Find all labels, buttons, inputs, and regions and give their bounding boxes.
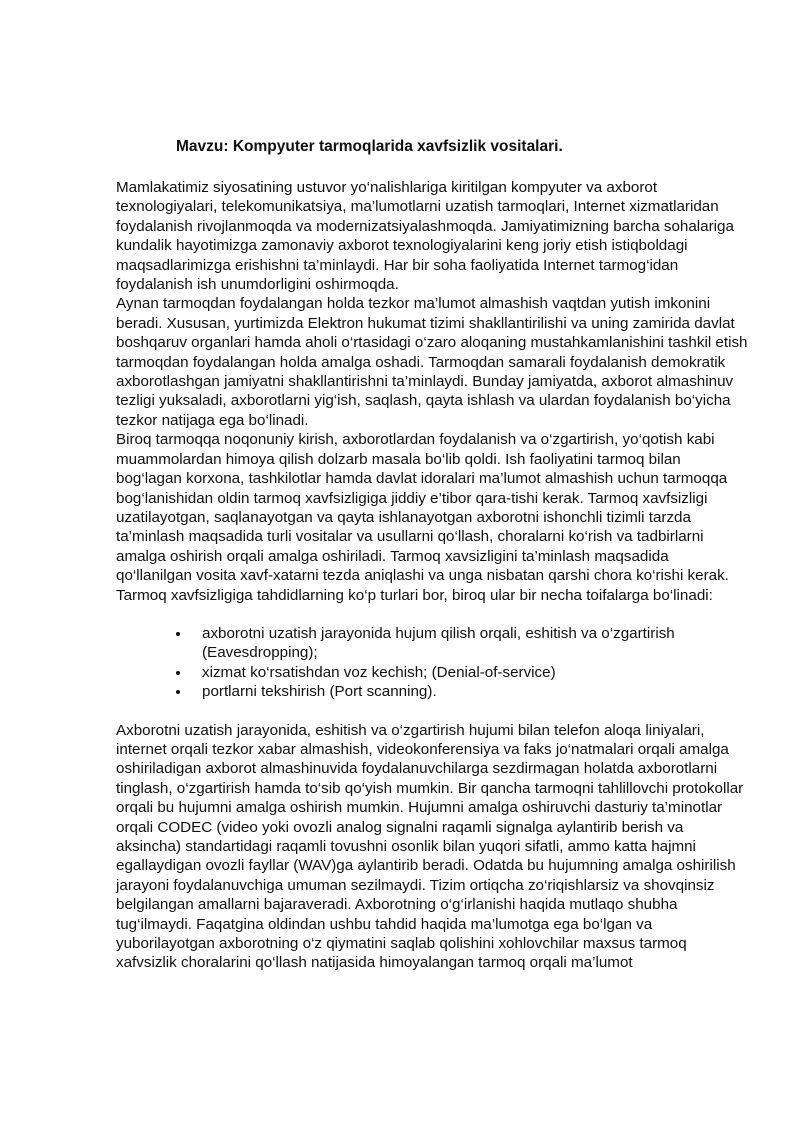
list-item-text: portlarni tekshirish (Port scanning). (202, 683, 437, 701)
paragraph-intro: Mamlakatimiz siyosatining ustuvor yo‘nalishlariga kiritilgan kompyuter va axborot texnologiyalari, telekomunikatsiya, ma’lumotlarni uzatish tarmoqlari, Internet xizmatlaridan foydalanish rivojlanmoqda va modernizatsiyalashmoqda. Jamiyatimizning barcha sohalariga kundalik hayotimizga zamonaviy axborot texnologiyalarini keng joriy etish istiqboldagi maqsadlarimizga erishishni ta’minlaydi. Har bir soha faoliyatida Internet tarmog‘idan foydalanish ish unumdorligini oshirmoqda. (116, 179, 734, 294)
bullet-dot-icon (176, 632, 180, 636)
paragraph-network-exchange: Aynan tarmoqdan foydalangan holda tezkor ma’lumot almashish vaqtdan yutish imkonini beradi. Xususan, yurtimizda Elektron hukumat tizimi shakllantirilishi va uning zamirida davlat boshqaruv organlari hamda aholi o‘rtasidagi o‘zaro aloqaning mustahkamlanishini tashkil etish tarmoqdan foydalangan holda amalga oshadi. Tarmoqdan samarali foydalanish demokratik axborotlashgan jamiyatni shakllantirishni ta’minlaydi. Bunday jamiyatda, axborot almashinuv tezligi yuksaladi, axborotlarni yig‘ish, saqlash, qayta ishlash va ulardan foydalanish bo‘yicha tezkor natijaga ega bo‘linadi. (116, 295, 748, 429)
list-item (202, 663, 748, 682)
list-item (202, 624, 748, 663)
list-item-text: xizmat ko‘rsatishdan voz kechish; (Denial-of-service) (202, 663, 556, 681)
threat-list (116, 624, 748, 702)
bullet-dot-icon (176, 690, 180, 694)
bullet-dot-icon (176, 671, 180, 675)
list-item-text: axborotni uzatish jarayonida hujum qilish orqali, eshitish va o‘zgartirish (Eavesdropping); (202, 624, 675, 662)
list-item (202, 682, 748, 701)
paragraph-eavesdropping: Axborotni uzatish jarayonida, eshitish va o‘zgartirish hujumi bilan telefon aloqa liniyalari, internet orqali tezkor xabar almashish, videokonferensiya va faks jo‘natmalari orqali amalga oshiriladigan axborot almashinuvida foydalanuvchilarga sezdirmagan holatda axborotlarni tinglash, o‘zgartirish hamda to‘sib qo‘yish mumkin. Bir qancha tarmoqni tahlillovchi protokollar orqali bu hujumni amalga oshirish mumkin. Hujumni amalga oshiruvchi dasturiy ta’minotlar orqali CODEC (video yoki ovozli analog signalni raqamli signalga aylantirib berish va aksincha) standartidagi raqamli tovushni osonlik bilan yuqori sifatli, ammo katta hajmni egallaydigan ovozli fayllar (WAV)ga aylantirib beradi. Odatda bu hujumning amalga oshirilish jarayoni foydalanuvchiga umuman sezilmaydi. Tizim ortiqcha zo‘riqishlarsiz va shovqinsiz belgilangan amallarni bajaraveradi. Axborotning o‘g‘irlanishi haqida mutlaqo shubha tug‘ilmaydi. Faqatgina oldindan ushbu tahdid haqida ma’lumotga ega bo‘lgan va yuborilayotgan axborotning o‘z qiymatini saqlab qolishini xohlovchilar maxsus tarmoq xafvsizlik choralarini qo‘llash natijasida himoyalangan tarmoq orqali ma’lumot (116, 721, 744, 972)
document-body (116, 178, 748, 973)
paragraph-network-security: Biroq tarmoqqa noqonuniy kirish, axborotlardan foydalanish va o‘zgartirish, yo‘qotish kabi muammolardan himoya qilish dolzarb masala bo‘lib qoldi. Ish faoliyatini tarmoq bilan bog‘lagan korxona, tashkilotlar hamda davlat idoralari ma’lumot almashish uchun tarmoqqa bog‘lanishidan oldin tarmoq xavfsizligiga jiddiy e’tibor qara-tishi kerak. Tarmoq xavfsizligi uzatilayotgan, saqlanayotgan va qayta ishlanayotgan axborotni ishonchli tizimli tarzda ta’minlash maqsadida turli vositalar va usullarni qo‘llash, choralarni ko‘rish va tadbirlarni amalga oshirish orqali amalga oshiriladi. Tarmoq xavsizligini ta’minlash maqsadida qo‘llanilgan vosita xavf-xatarni tezda aniqlashi va unga nisbatan qarshi chora ko‘rishi kerak. Tarmoq xavfsizligiga tahdidlarning ko‘p turlari bor, biroq ular bir necha toifalarga bo‘linadi: (116, 431, 729, 604)
document-title: Mavzu: Kompyuter tarmoqlarida xavfsizlik vositalari. (176, 138, 563, 155)
